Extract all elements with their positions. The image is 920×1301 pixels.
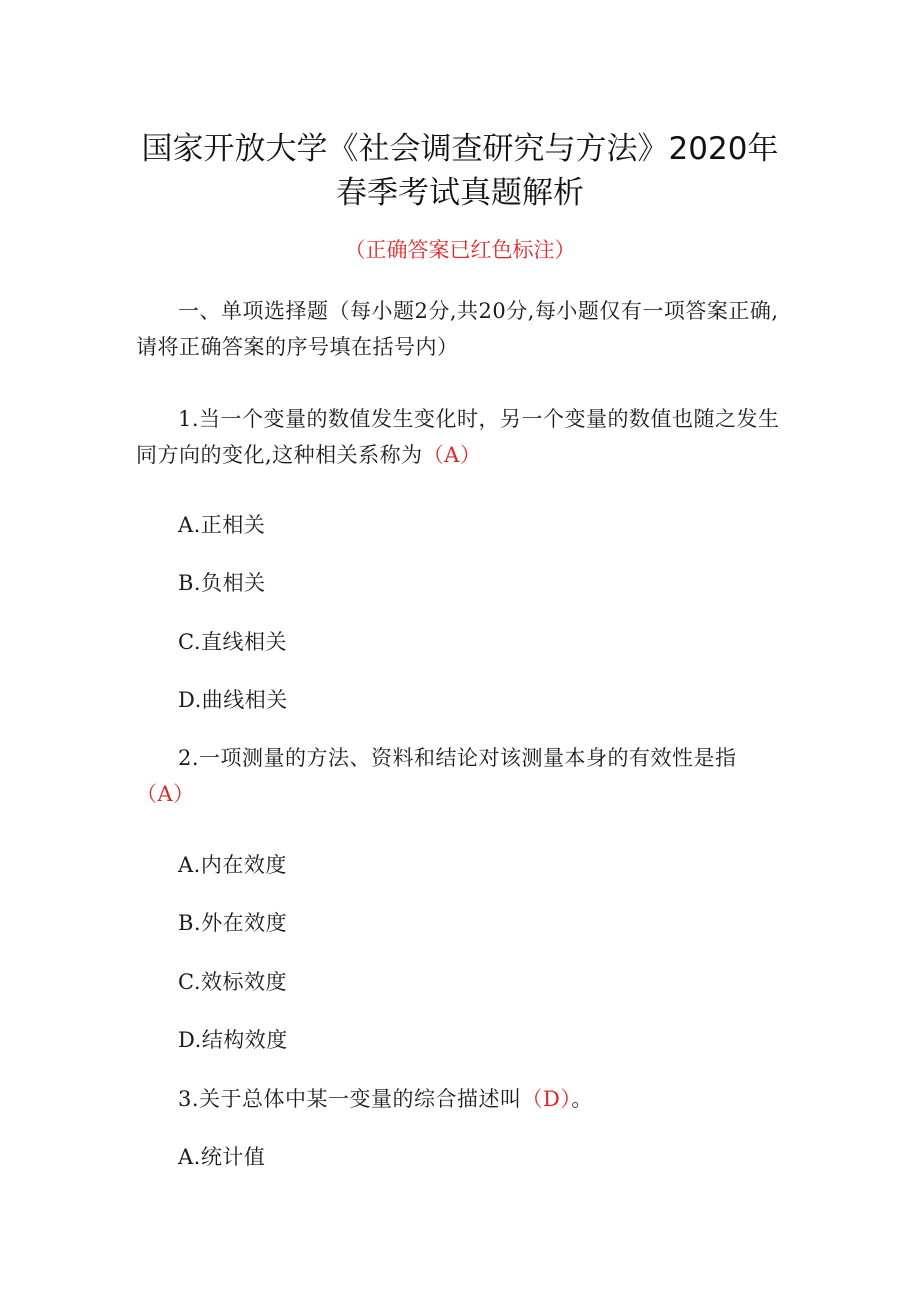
question-2-option-a: A.内在效度 [178, 853, 287, 877]
question-2-option-d: D.结构效度 [178, 1028, 288, 1052]
question-2 [136, 740, 786, 812]
document-title-line-2: 春季考试真题解析 [336, 175, 584, 211]
question-1 [136, 401, 786, 473]
question-3 [136, 1081, 786, 1117]
question-1-option-c: C.直线相关 [178, 630, 287, 654]
question-3-suffix: 。 [571, 1087, 593, 1111]
question-1-option-b: B.负相关 [178, 571, 266, 595]
document-title-line-1: 国家开放大学《社会调查研究与方法》2020年 [141, 131, 779, 167]
answer-note: （正确答案已红色标注） [344, 238, 576, 262]
question-2-option-c: C.效标效度 [178, 970, 287, 994]
question-2-option-b: B.外在效度 [178, 911, 288, 935]
question-2-answer: （A） [136, 782, 195, 806]
question-1-answer: （A） [422, 443, 482, 467]
question-1-option-a: A.正相关 [178, 513, 266, 537]
question-1-option-d: D.曲线相关 [178, 688, 288, 712]
question-3-option-a: A.统计值 [178, 1145, 266, 1169]
question-3-answer: （D） [521, 1087, 572, 1111]
question-2-stem: 2.一项测量的方法、资料和结论对该测量本身的有效性是指 [178, 746, 737, 770]
question-3-stem: 3.关于总体中某一变量的综合描述叫 [178, 1087, 522, 1111]
section-heading: 一、单项选择题（每小题2分,共20分,每小题仅有一项答案正确,请将正确答案的序号填在括号内） [136, 299, 779, 359]
question-1-stem: 1.当一个变量的数值发生变化时，另一个变量的数值也随之发生同方向的变化,这种相关系称为 [136, 407, 780, 467]
